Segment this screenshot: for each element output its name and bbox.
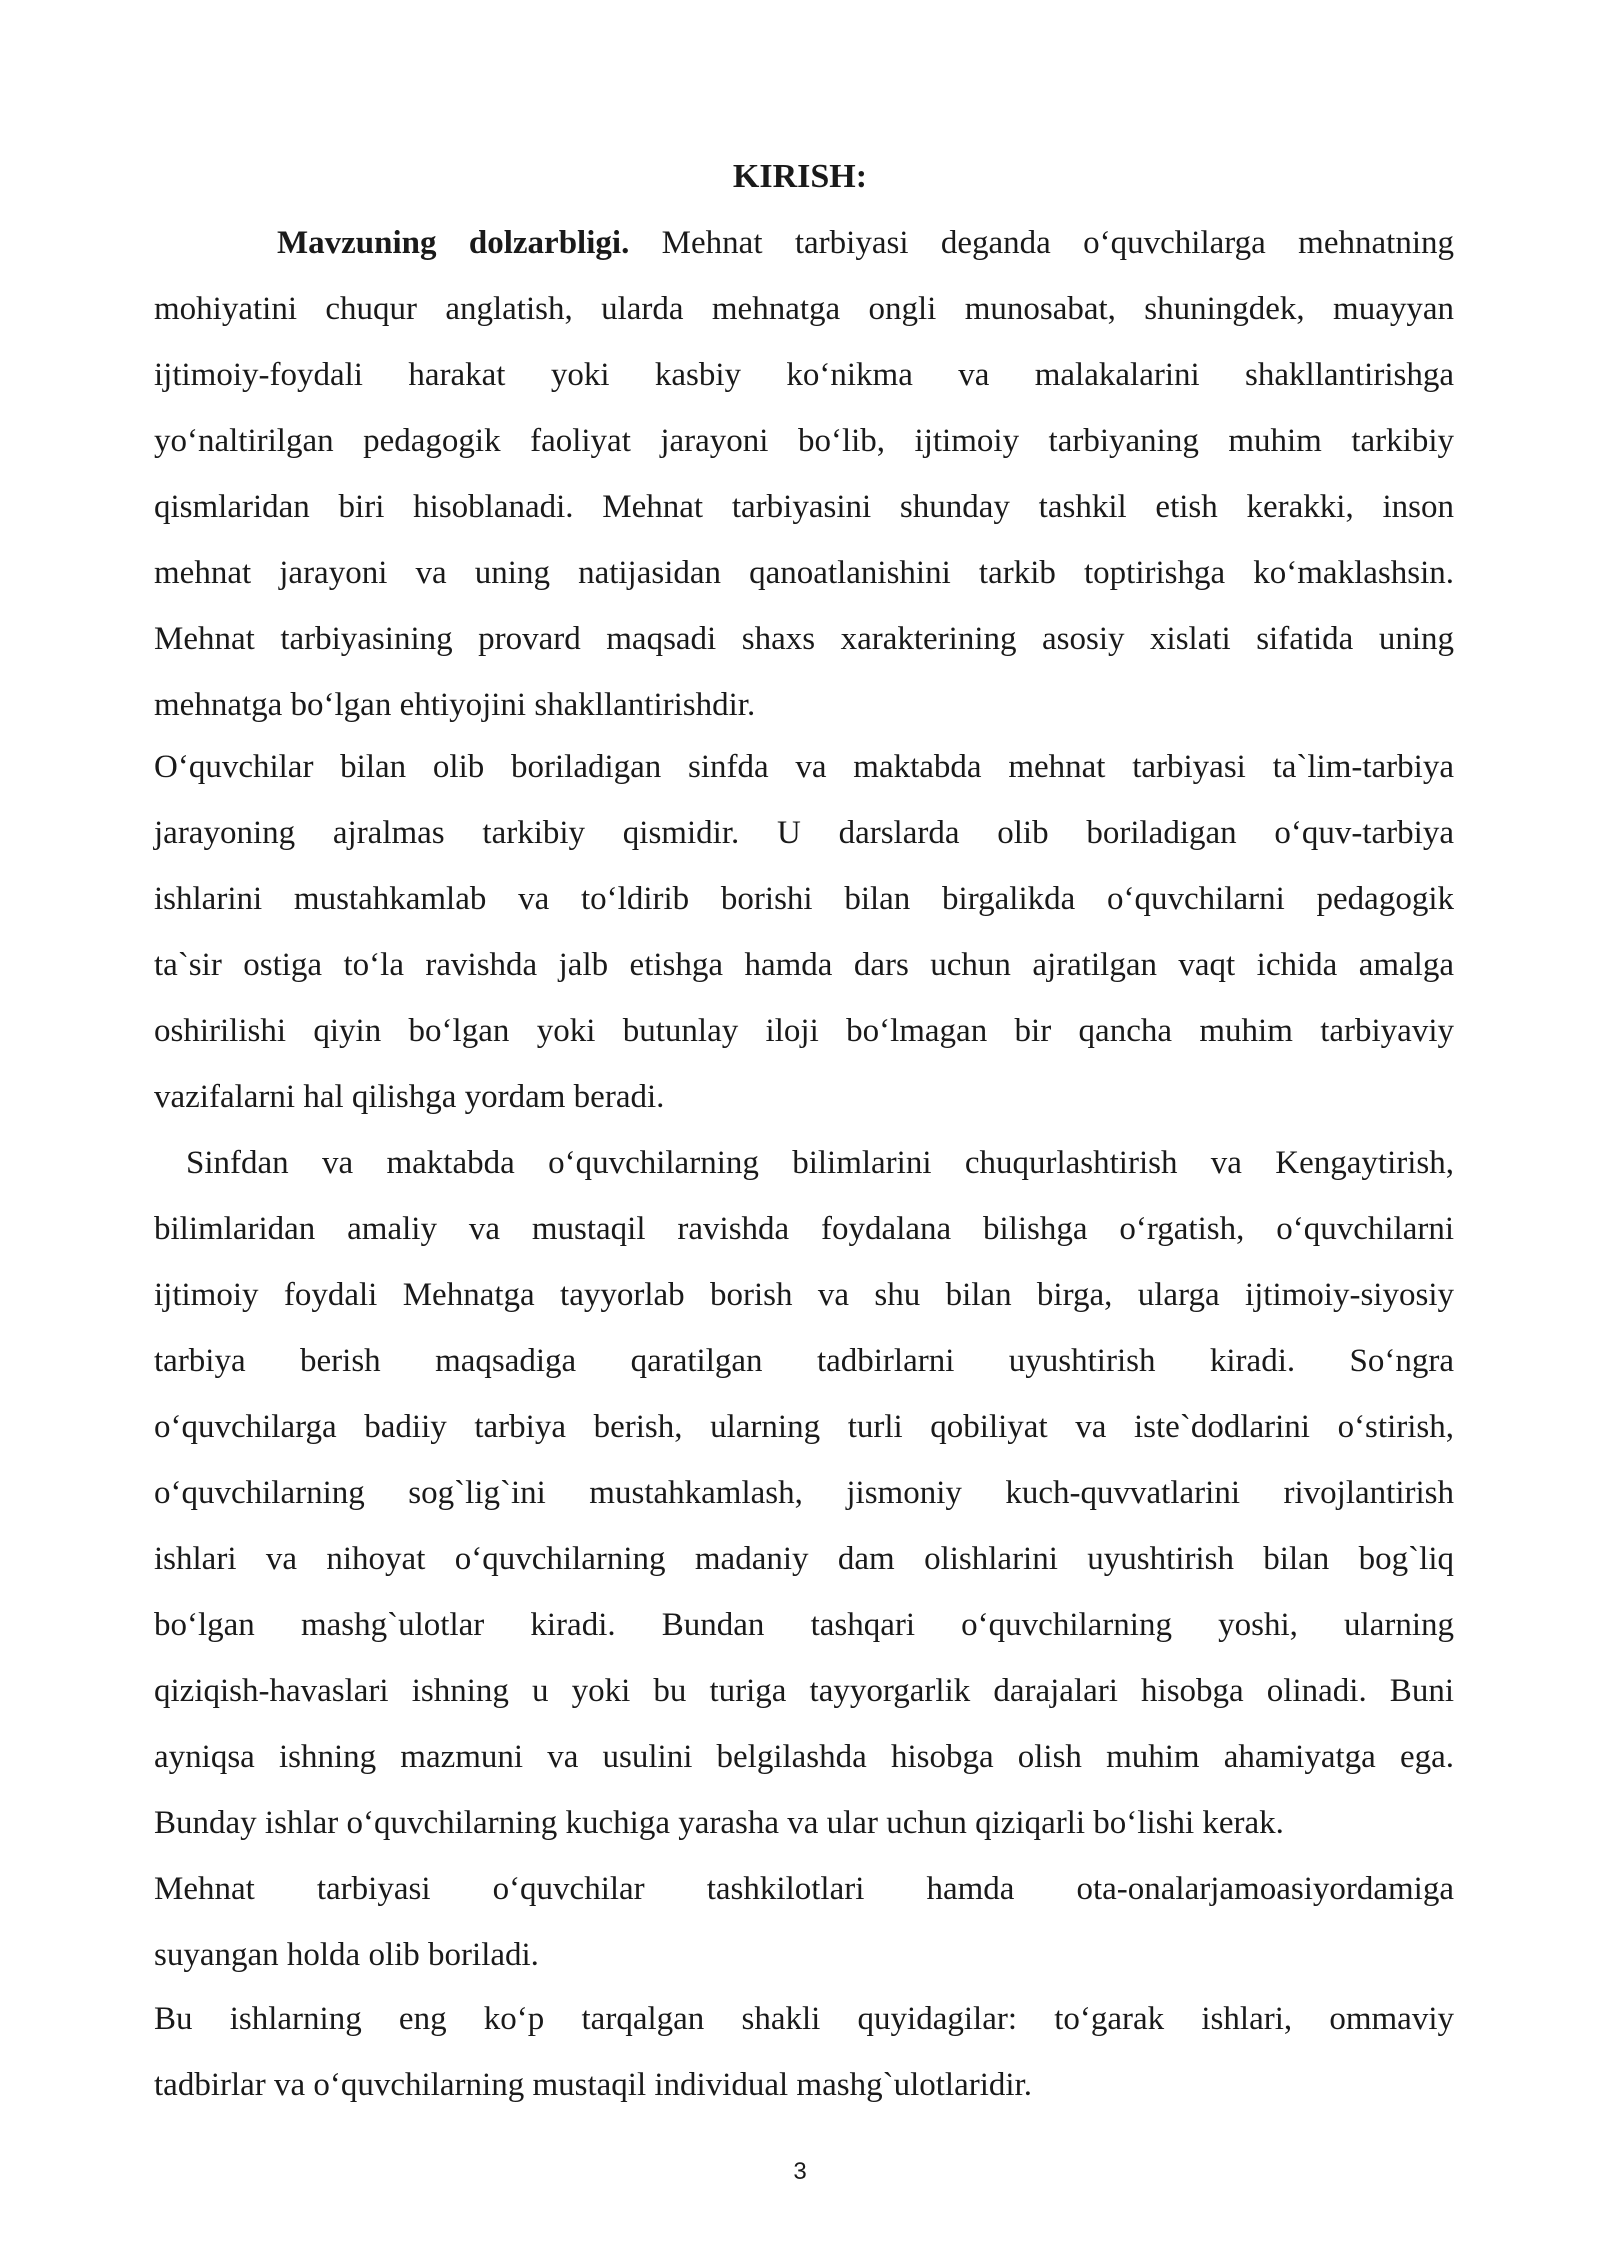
paragraph-line: O‘quvchilar bilan olib boriladigan sinfda va maktabda mehnat tarbiyasi ta`lim-tarbiya <box>154 749 1454 785</box>
paragraph-line: o‘quvchilarga badiiy tarbiya berish, ularning turli qobiliyat va iste`dodlarini o‘stirish, <box>154 1409 1454 1445</box>
paragraph-line-text: Mehnat tarbiyasi deganda o‘quvchilarga mehnatning <box>629 225 1454 261</box>
paragraph-line: mohiyatini chuqur anglatish, ularda mehnatga ongli munosabat, shuningdek, muayyan <box>154 291 1454 327</box>
paragraph-line: oshirilishi qiyin bo‘lgan yoki butunlay iloji bo‘lmagan bir qancha muhim tarbiyaviy <box>154 1013 1454 1049</box>
paragraph-line: Mehnat tarbiyasining provard maqsadi shaxs xarakterining asosiy xislati sifatida uning <box>154 621 1454 657</box>
paragraph-line: ishlari va nihoyat o‘quvchilarning madaniy dam olishlarini uyushtirish bilan bog`liq <box>154 1541 1454 1577</box>
page-title: KIRISH: <box>732 158 868 195</box>
paragraph-line: qiziqish-havaslari ishning u yoki bu turiga tayyorgarlik darajalari hisobga olinadi. Buni <box>154 1673 1454 1709</box>
paragraph-line: tarbiya berish maqsadiga qaratilgan tadbirlarni uyushtirish kiradi. So‘ngra <box>154 1343 1454 1379</box>
paragraph-line: tadbirlar va o‘quvchilarning mustaqil individual mashg`ulotlaridir. <box>154 2067 1032 2103</box>
paragraph-line: suyangan holda olib boriladi. <box>154 1937 539 1973</box>
paragraph-line: qismlaridan biri hisoblanadi. Mehnat tarbiyasini shunday tashkil etish kerakki, inson <box>154 489 1454 525</box>
paragraph-line: yo‘naltirilgan pedagogik faoliyat jarayoni bo‘lib, ijtimoiy tarbiyaning muhim tarkibiy <box>154 423 1454 459</box>
paragraph-line: mehnatga bo‘lgan ehtiyojini shakllantirishdir. <box>154 687 756 723</box>
paragraph-line: ijtimoiy foydali Mehnatga tayyorlab borish va shu bilan birga, ularga ijtimoiy-siyosiy <box>154 1277 1454 1313</box>
paragraph-line: ishlarini mustahkamlab va to‘ldirib borishi bilan birgalikda o‘quvchilarni pedagogik <box>154 881 1454 917</box>
paragraph-line: bilimlaridan amaliy va mustaqil ravishda foydalana bilishga o‘rgatish, o‘quvchilarni <box>154 1211 1454 1247</box>
paragraph-line: Bunday ishlar o‘quvchilarning kuchiga yarasha va ular uchun qiziqarli bo‘lishi kerak. <box>154 1805 1284 1841</box>
paragraph-line: ayniqsa ishning mazmuni va usulini belgilashda hisobga olish muhim ahamiyatga ega. <box>154 1739 1454 1775</box>
page-number: 3 <box>793 2158 807 2185</box>
paragraph-line: bo‘lgan mashg`ulotlar kiradi. Bundan tashqari o‘quvchilarning yoshi, ularning <box>154 1607 1454 1643</box>
section-heading-inline: Mavzuning dolzarbligi. <box>277 225 630 261</box>
paragraph-line: ta`sir ostiga to‘la ravishda jalb etishga hamda dars uchun ajratilgan vaqt ichida amalga <box>154 947 1454 983</box>
paragraph-line: jarayoning ajralmas tarkibiy qismidir. U darslarda olib boriladigan o‘quv-tarbiya <box>154 815 1454 851</box>
paragraph-line: mehnat jarayoni va uning natijasidan qanoatlanishini tarkib toptirishga ko‘maklashsin. <box>154 555 1454 591</box>
paragraph-line: Mehnat tarbiyasi o‘quvchilar tashkilotlari hamda ota-onalarjamoasiyordamiga <box>154 1871 1454 1907</box>
paragraph-line: vazifalarni hal qilishga yordam beradi. <box>154 1079 665 1115</box>
paragraph-line: ijtimoiy-foydali harakat yoki kasbiy ko‘nikma va malakalarini shakllantirishga <box>154 357 1454 393</box>
paragraph-line: Bu ishlarning eng ko‘p tarqalgan shakli quyidagilar: to‘garak ishlari, ommaviy <box>154 2001 1454 2037</box>
paragraph-line: Sinfdan va maktabda o‘quvchilarning bilimlarini chuqurlashtirish va Kengaytirish, <box>186 1145 1454 1181</box>
paragraph-line <box>277 218 1454 268</box>
paragraph-line: o‘quvchilarning sog`lig`ini mustahkamlash, jismoniy kuch-quvvatlarini rivojlantirish <box>154 1475 1454 1511</box>
